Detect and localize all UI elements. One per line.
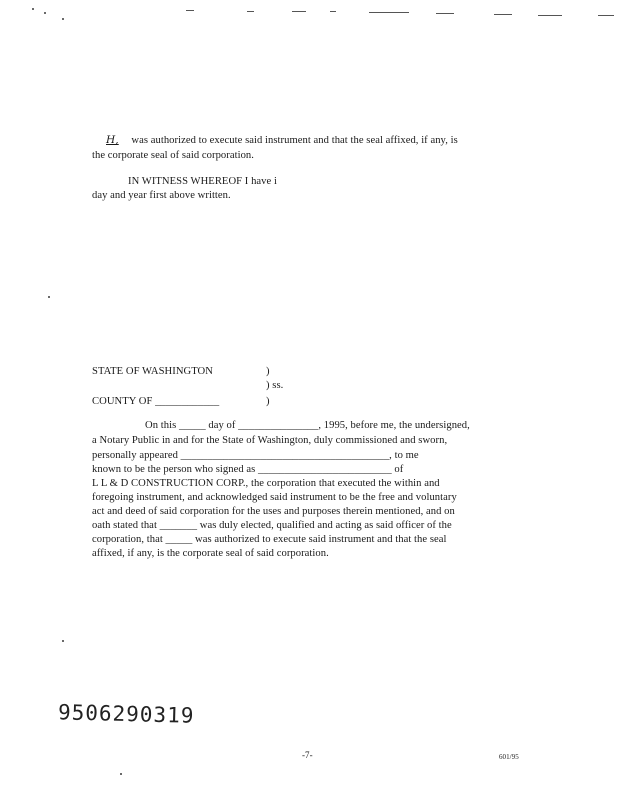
- scan-mark: [598, 15, 614, 16]
- ack-line: corporation, that _____ was authorized to execute said instrument and that the seal: [92, 534, 447, 545]
- scan-speck: [44, 12, 46, 14]
- ack-line: affixed, if any, is the corporate seal of said corporation.: [92, 548, 329, 559]
- state-label: STATE OF WASHINGTON: [92, 366, 213, 377]
- scan-mark: [186, 10, 194, 11]
- page-number: -7-: [302, 750, 313, 760]
- scan-speck: [32, 8, 34, 10]
- venue-paren-3: ): [266, 396, 270, 407]
- scan-speck: [120, 773, 122, 775]
- scan-mark: [330, 11, 336, 12]
- ack-line: personally appeared _______________________________________, to me: [92, 450, 419, 461]
- handwritten-blank: H,: [106, 134, 119, 146]
- county-label: COUNTY OF ____________: [92, 396, 220, 407]
- ack-line: On this _____ day of _______________, 1995, before me, the undersigned,: [145, 420, 470, 431]
- ack-line: a Notary Public in and for the State of Washington, duly commissioned and sworn,: [92, 435, 448, 446]
- header-line-1: [92, 134, 458, 147]
- ack-line: known to be the person who signed as _________________________ of: [92, 464, 404, 475]
- scan-speck: [62, 18, 64, 20]
- ss-label: ) ss.: [266, 380, 284, 391]
- ack-line: foregoing instrument, and acknowledged said instrument to be the free and voluntary: [92, 492, 457, 503]
- header-line-1-text: was authorized to execute said instrument and that the seal affixed, if any, is: [128, 135, 458, 146]
- scan-speck: [48, 296, 50, 298]
- footer-code: 601/95: [499, 753, 519, 761]
- header-line-2: the corporate seal of said corporation.: [92, 150, 254, 161]
- scan-mark: [494, 14, 512, 15]
- ack-line: act and deed of said corporation for the uses and purposes therein mentioned, and on: [92, 506, 455, 517]
- scan-mark: [247, 11, 254, 12]
- recording-number: 9506290319: [57, 700, 195, 728]
- witness-line-1: IN WITNESS WHEREOF I have i: [128, 176, 277, 187]
- scan-mark: [436, 13, 454, 14]
- scan-mark: [538, 15, 562, 16]
- ack-line: L L & D CONSTRUCTION CORP., the corporation that executed the within and: [92, 478, 440, 489]
- scan-mark: [369, 12, 409, 13]
- scan-speck: [62, 640, 64, 642]
- ack-line: oath stated that _______ was duly elected, qualified and acting as said officer of the: [92, 520, 452, 531]
- witness-line-2: day and year first above written.: [92, 190, 231, 201]
- scan-mark: [292, 11, 306, 12]
- venue-paren-1: ): [266, 366, 270, 377]
